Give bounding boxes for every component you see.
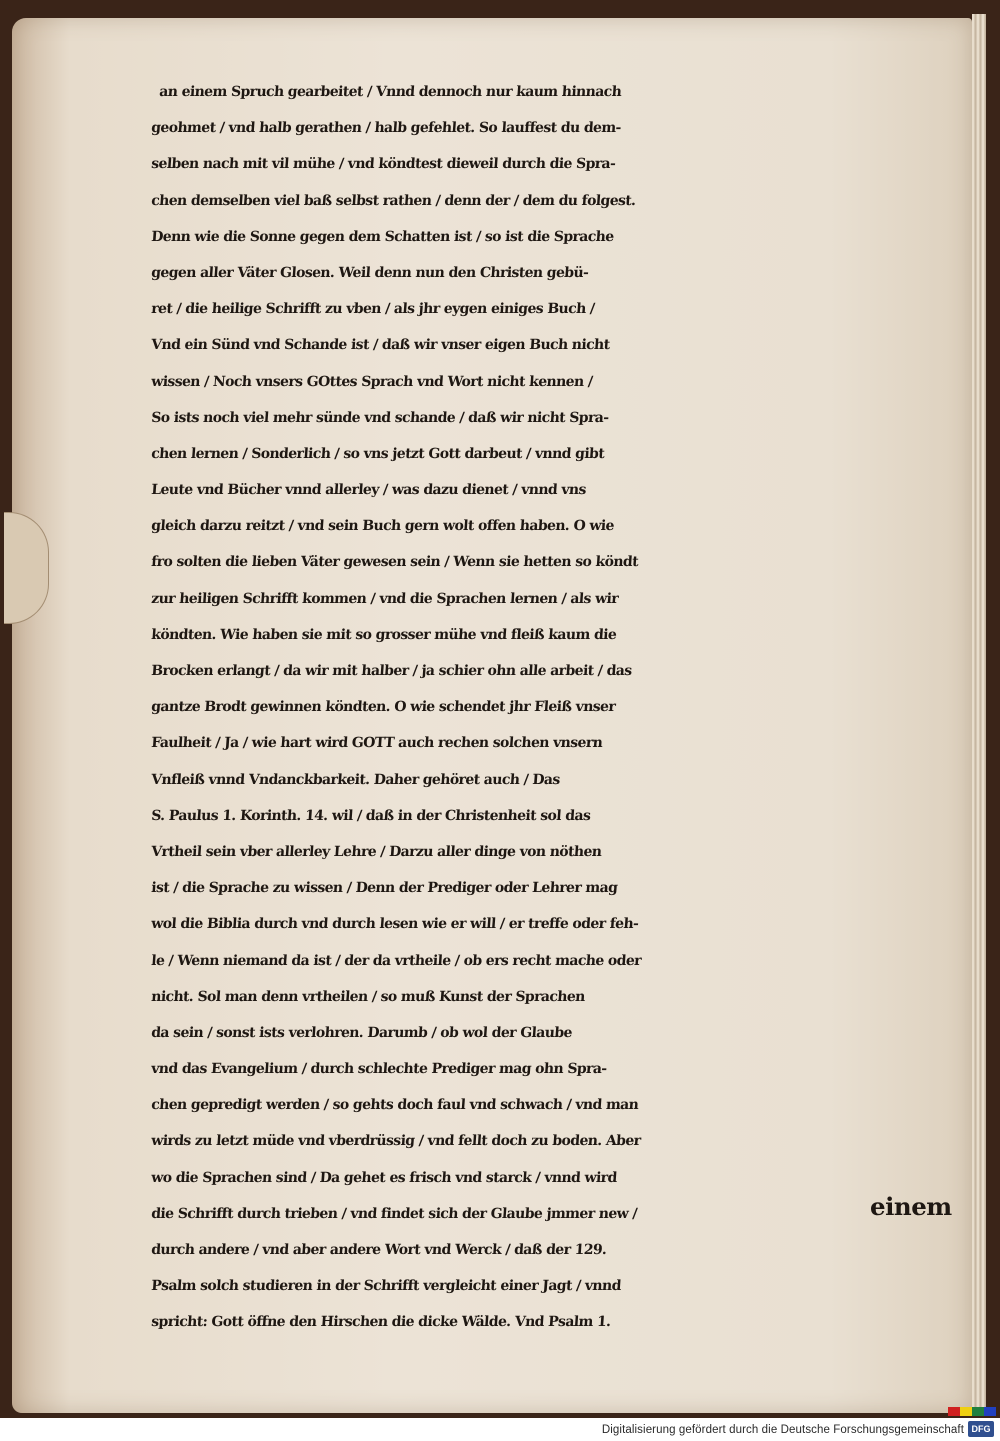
text-line: Psalm solch studieren in der Schrifft vergleicht einer Jagt / vnnd (150, 1278, 622, 1295)
text-line: Vnfleiß vnnd Vndanckbarkeit. Daher gehöret auch / Das (150, 771, 561, 788)
text-line: wo die Sprachen sind / Da gehet es frisch vnd starck / vnnd wird (150, 1169, 618, 1186)
text-line: wirds zu letzt müde vnd vberdrüssig / vnd fellt doch zu boden. Aber (150, 1133, 642, 1150)
text-line: fro solten die lieben Väter gewesen sein / Wenn sie hetten so köndt (150, 554, 639, 571)
text-line: So ists noch viel mehr sünde vnd schande / daß wir nicht Spra- (150, 409, 610, 426)
text-line: S. Paulus 1. Korinth. 14. wil / daß in der Christenheit sol das (150, 807, 591, 824)
text-line: ret / die heilige Schrifft zu vben / als jhr eygen einiges Buch / (150, 301, 596, 318)
text-line: köndten. Wie haben sie mit so grosser mühe vnd fleiß kaum die (150, 626, 617, 643)
funding-credit: Digitalisierung gefördert durch die Deutsche Forschungsgemeinschaft (601, 1424, 964, 1436)
text-line: gleich darzu reitzt / vnd sein Buch gern wolt offen haben. O wie (150, 518, 615, 535)
color-calibration-strip (948, 1407, 996, 1416)
text-line: chen lernen / Sonderlich / so vns jetzt Gott darbeut / vnnd gibt (150, 445, 605, 462)
text-line: nicht. Sol man denn vrtheilen / so muß Kunst der Sprachen (150, 988, 586, 1005)
text-line: chen demselben viel baß selbst rathen / denn der / dem du folgest. (150, 192, 637, 209)
text-line: chen gepredigt werden / so gehts doch faul vnd schwach / vnd man (150, 1097, 639, 1114)
text-line: durch andere / vnd aber andere Wort vnd Werck / daß der 129. (150, 1242, 607, 1258)
text-line: spricht: Gott öffne den Hirschen die dicke Wälde. Vnd Psalm 1. (150, 1314, 612, 1331)
catchword: einem (870, 1192, 952, 1221)
text-line: gegen aller Väter Glosen. Weil denn nun den Christen gebü- (150, 264, 589, 281)
body-text (150, 74, 950, 1341)
text-line: geohmet / vnd halb gerathen / halb gefehlet. So lauffest du dem- (150, 120, 622, 137)
text-line: die Schrifft durch trieben / vnd findet sich der Glaube jmmer new / (150, 1205, 638, 1222)
text-line: Brocken erlangt / da wir mit halber / ja schier ohn alle arbeit / das (150, 663, 633, 679)
text-line: vnd das Evangelium / durch schlechte Prediger mag ohn Spra- (150, 1061, 608, 1078)
page-edge (972, 14, 986, 1414)
text-line: Vnd ein Sünd vnd Schande ist / daß wir vnser eigen Buch nicht (150, 337, 611, 354)
text-line: Denn wie die Sonne gegen dem Schatten ist / so ist die Sprache (150, 228, 615, 245)
text-line: da sein / sonst ists verlohren. Darumb / ob wol der Glaube (150, 1024, 573, 1041)
text-line: selben nach mit vil mühe / vnd köndtest dieweil durch die Spra- (150, 156, 616, 173)
text-line: Leute vnd Bücher vnnd allerley / was dazu dienet / vnnd vns (150, 482, 587, 499)
text-line: an einem Spruch gearbeitet / Vnnd dennoch nur kaum hinnach (158, 84, 622, 100)
text-line: Vrtheil sein vber allerley Lehre / Darzu aller dinge von nöthen (150, 843, 602, 860)
dfg-logo: DFG (968, 1421, 994, 1437)
text-line: zur heiligen Schrifft kommen / vnd die Sprachen lernen / als wir (150, 590, 619, 607)
text-line: ist / die Sprache zu wissen / Denn der Prediger oder Lehrer mag (150, 880, 618, 897)
text-line: Faulheit / Ja / wie hart wird GOTT auch rechen solchen vnsern (150, 735, 603, 752)
text-line: le / Wenn niemand da ist / der da vrtheile / ob ers recht mache oder (150, 952, 642, 969)
text-line: gantze Brodt gewinnen köndten. O wie schendet jhr Fleiß vnser (150, 699, 616, 716)
text-line: wissen / Noch vnsers GOttes Sprach vnd Wort nicht kennen / (150, 373, 593, 390)
text-line: wol die Biblia durch vnd durch lesen wie er will / er treffe oder feh- (150, 916, 639, 933)
